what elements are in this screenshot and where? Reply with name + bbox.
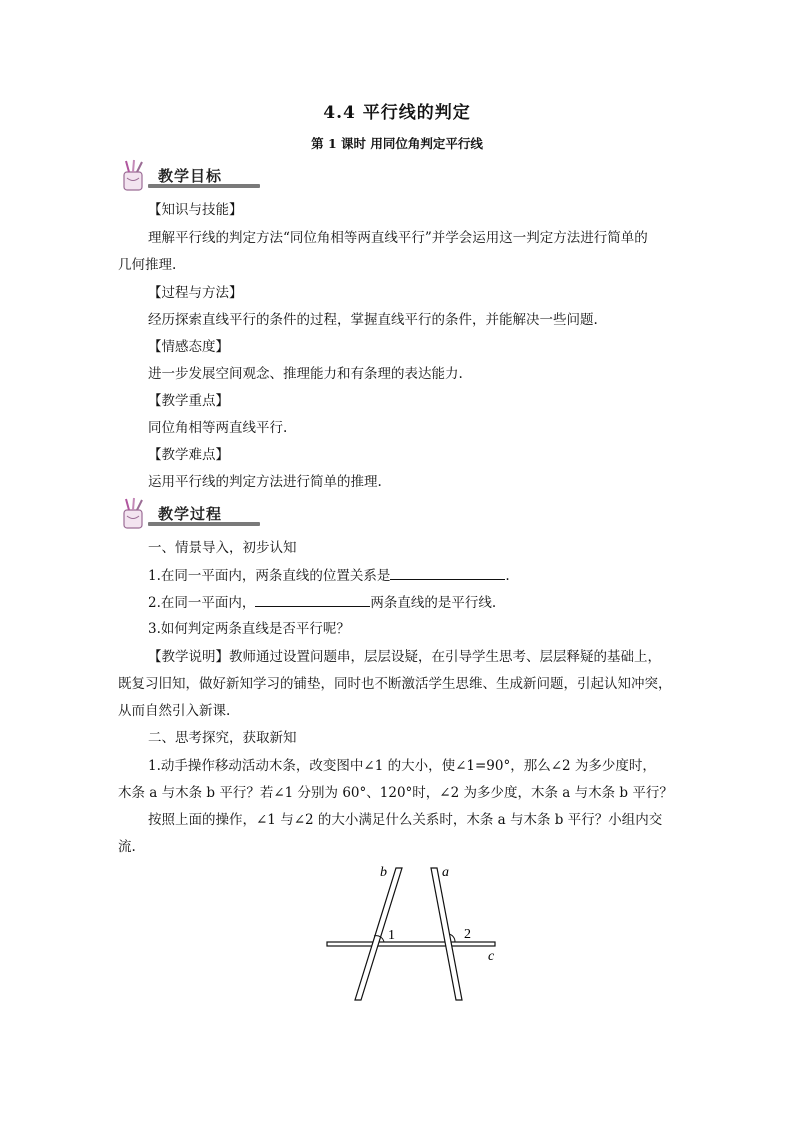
heading-label: 教学过程: [158, 505, 223, 523]
activity-line4: 流.: [118, 839, 136, 855]
question-1: [148, 565, 510, 586]
difficulty-label: 【教学难点】: [148, 447, 229, 463]
key-point-text: 同位角相等两直线平行.: [148, 420, 288, 436]
difficulty-text: 运用平行线的判定方法进行简单的推理.: [148, 474, 382, 490]
stick-c: [327, 942, 495, 946]
answer-blank[interactable]: [255, 592, 370, 607]
activity-line1: 1.动手操作移动活动木条，改变图中∠1 的大小，使∠1=90°，那么∠2 为多少度时，: [148, 758, 656, 774]
key-point-label: 【教学重点】: [148, 393, 229, 409]
page-subtitle: 第 1 课时 用同位角判定平行线: [311, 136, 483, 151]
pencil-cup-icon: [118, 496, 154, 532]
teaching-note-line1: 【教学说明】教师通过设置问题串，层层设疑，在引导学生思考、层层释疑的基础上，: [148, 649, 661, 665]
knowledge-text-line1: 理解平行线的判定方法“同位角相等两直线平行”并学会运用这一判定方法进行简单的: [148, 230, 648, 246]
teaching-note-line2: 既复习旧知，做好新知学习的铺垫，同时也不断激活学生思维、生成新问题，引起认知冲突，: [118, 676, 672, 692]
activity-line3: 按照上面的操作，∠1 与∠2 的大小满足什么关系时，木条 a 与木条 b 平行？小组内交: [148, 812, 663, 828]
part1-heading: 一、情景导入，初步认知: [148, 540, 297, 556]
label-a: a: [442, 865, 449, 880]
label-angle-2: 2: [464, 927, 471, 942]
question-2-text: 2.在同一平面内，: [148, 595, 256, 611]
stick-a: [431, 868, 462, 1000]
section-heading-goals: [118, 164, 258, 198]
emotion-label: 【情感态度】: [148, 339, 229, 355]
knowledge-label: 【知识与技能】: [148, 202, 243, 218]
emotion-text: 进一步发展空间观念、推理能力和有条理的表达能力.: [148, 366, 463, 382]
heading-label: 教学目标: [158, 167, 223, 185]
parallel-lines-figure: [310, 860, 510, 1010]
activity-line2: 木条 a 与木条 b 平行？若∠1 分别为 60°、120°时，∠2 为多少度，木条 a 与木条 b 平行？: [118, 785, 673, 801]
teaching-note-line3: 从而自然引入新课.: [118, 703, 231, 719]
label-angle-1: 1: [388, 928, 395, 943]
answer-blank[interactable]: [390, 565, 505, 580]
question-2: [148, 592, 496, 613]
label-c: c: [488, 949, 495, 964]
question-1-text: 1.在同一平面内，两条直线的位置关系是: [148, 568, 391, 584]
knowledge-text-line2: 几何推理.: [118, 257, 177, 273]
question-1-end: .: [505, 568, 510, 584]
method-label: 【过程与方法】: [148, 285, 243, 301]
label-b: b: [380, 865, 387, 880]
method-text: 经历探索直线平行的条件的过程，掌握直线平行的条件，并能解决一些问题.: [148, 312, 598, 328]
question-3: 3.如何判定两条直线是否平行呢？: [148, 621, 350, 637]
section-heading-process: [118, 502, 258, 536]
page-title: 4.4 平行线的判定: [323, 103, 471, 123]
pencil-cup-icon: [118, 158, 154, 194]
question-2-end: 两条直线的是平行线.: [370, 595, 497, 611]
part2-heading: 二、思考探究，获取新知: [148, 730, 297, 746]
